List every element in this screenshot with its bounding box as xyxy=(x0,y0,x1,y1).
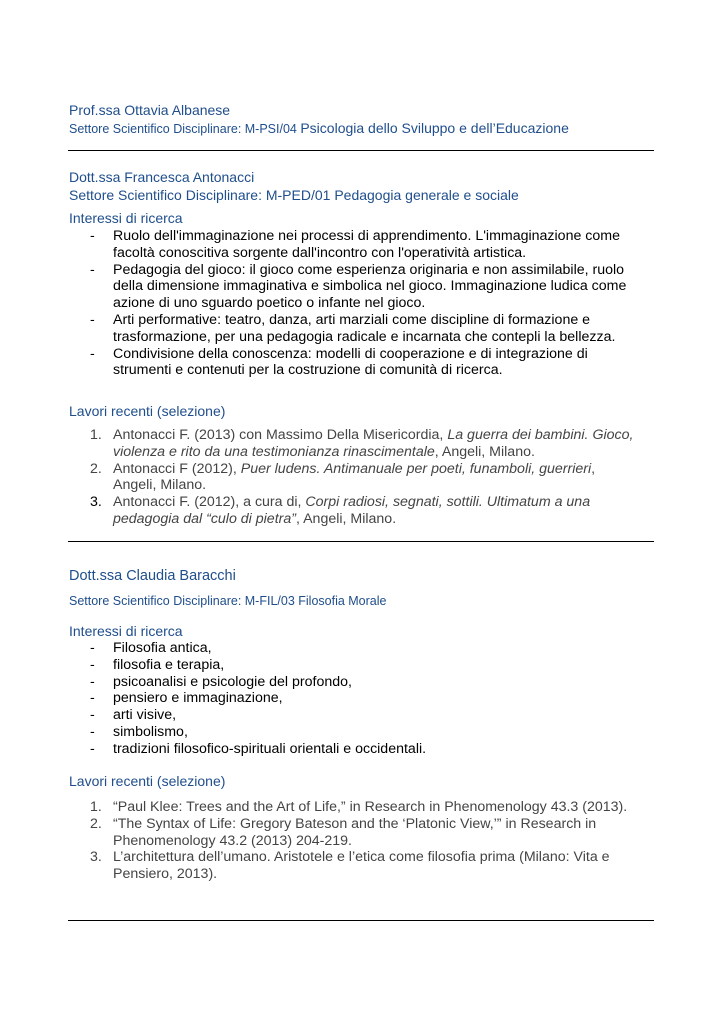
list-line: L’architettura dell’umano. Aristotele e l’etica come filosofia prima (Milano: Vita e xyxy=(113,849,610,866)
list-item xyxy=(69,674,659,691)
list-number: 2. xyxy=(90,460,102,477)
list-line: della dimensione immaginativa e simbolica nel gioco. Immaginazione ludica come xyxy=(113,278,627,295)
interests-title: Interessi di ricerca xyxy=(69,623,183,639)
list-line: facoltà conoscitiva sorgente dall'incontro con l'operatività artistica. xyxy=(113,244,527,261)
list-dash: - xyxy=(90,261,95,278)
work-text: Antonacci F. (2013) con Massimo Della Misericordia, xyxy=(113,427,448,443)
list-dash: - xyxy=(90,723,95,740)
list-line: Filosofia antica, xyxy=(113,640,212,656)
list-number: 1. xyxy=(90,799,102,815)
list-item xyxy=(69,461,659,495)
list-line: pensiero e immaginazione, xyxy=(113,690,283,707)
list-dash: - xyxy=(90,656,95,673)
work-title: La guerra dei bambini. Gioco, xyxy=(447,427,634,443)
list-dash: - xyxy=(90,345,95,362)
list-item xyxy=(69,640,659,657)
sector-antonacci: Settore Scientifico Disciplinare: M-PED/01 Pedagogia generale e sociale xyxy=(69,187,519,203)
list-line: filosofia e terapia, xyxy=(113,656,225,673)
sector-albanese xyxy=(69,120,569,138)
work-title: Corpi radiosi, segnati, sottili. Ultimatum a una xyxy=(305,494,591,511)
separator-line xyxy=(68,541,654,542)
list-number: 3. xyxy=(90,494,102,511)
work-title: pedagogia dal “culo di pietra” xyxy=(113,510,296,527)
list-line: psicoanalisi e psicologie del profondo, xyxy=(113,673,352,690)
list-line: Condivisione della conoscenza: modelli di cooperazione e di integrazione di xyxy=(113,345,588,362)
person-name-albanese: Prof.ssa Ottavia Albanese xyxy=(69,102,231,118)
sector-name: Psicologia dello Sviluppo e dell’Educazione xyxy=(300,120,569,136)
list-item xyxy=(69,799,659,816)
list-item xyxy=(69,494,659,528)
works-title: Lavori recenti (selezione) xyxy=(69,773,226,789)
work-text: Antonacci F. (2012), a cura di, xyxy=(113,494,306,511)
list-item xyxy=(69,262,659,312)
list-item xyxy=(69,228,659,262)
list-item xyxy=(69,707,659,724)
separator-line xyxy=(68,150,654,151)
works-title: Lavori recenti (selezione) xyxy=(69,403,226,419)
list-item xyxy=(69,346,659,380)
list-dash: - xyxy=(90,640,95,656)
list-dash: - xyxy=(90,228,95,244)
list-number: 2. xyxy=(90,815,102,832)
list-dash: - xyxy=(90,707,95,724)
list-line: arti visive, xyxy=(113,707,177,724)
work-text: , Angeli, Milano. xyxy=(434,443,535,460)
list-item xyxy=(69,741,659,758)
list-line: Phenomenology 43.2 (2013) 204-219. xyxy=(113,832,352,849)
list-item xyxy=(69,312,659,346)
list-item xyxy=(69,724,659,741)
person-name-baracchi: Dott.ssa Claudia Baracchi xyxy=(69,568,236,584)
list-number: 1. xyxy=(90,427,102,443)
work-title: Puer ludens. Antimanuale per poeti, funamboli, guerrieri xyxy=(240,460,592,477)
work-text: Angeli, Milano. xyxy=(113,477,207,494)
work-title: violenza e rito da una testimonianza rinascimentale xyxy=(113,443,435,460)
list-item xyxy=(69,816,659,850)
person-name-antonacci: Dott.ssa Francesca Antonacci xyxy=(69,169,255,185)
list-dash: - xyxy=(90,311,95,328)
works-list xyxy=(69,427,659,528)
work-text: , xyxy=(591,460,596,477)
list-item xyxy=(69,849,659,883)
works-list xyxy=(69,799,659,883)
work-text: Antonacci F (2012), xyxy=(113,460,241,477)
list-line: Pedagogia del gioco: il gioco come esperienza originaria e non assimilabile, ruolo xyxy=(113,261,625,278)
list-item xyxy=(69,690,659,707)
list-line: “Paul Klee: Trees and the Art of Life,” in Research in Phenomenology 43.3 (2013). xyxy=(113,799,628,815)
list-line: “The Syntax of Life: Gregory Bateson and the ‘Platonic View,’” in Research in xyxy=(113,815,597,832)
work-text: , Angeli, Milano. xyxy=(295,510,397,527)
list-line: Ruolo dell'immaginazione nei processi di apprendimento. L'immaginazione come xyxy=(113,228,620,244)
list-line: azione di uno sguardo poetico o infante nel gioco. xyxy=(113,295,426,312)
list-dash: - xyxy=(90,740,95,757)
list-line: trasformazione, per una pedagogia radicale e incarnata che contepli la bellezza. xyxy=(113,328,616,345)
list-item xyxy=(69,657,659,674)
separator-line xyxy=(68,920,654,921)
list-line: strumenti e contenuti per la costruzione di comunità di ricerca. xyxy=(113,362,503,379)
list-number: 3. xyxy=(90,849,102,866)
list-line: simbolismo, xyxy=(113,723,188,740)
interests-list xyxy=(69,228,659,379)
interests-title: Interessi di ricerca xyxy=(69,210,183,226)
sector-prefix: Settore Scientifico Disciplinare: M-PSI/04 xyxy=(69,122,301,136)
list-line: Arti performative: teatro, danza, arti marziali come discipline di formazione e xyxy=(113,311,591,328)
list-line: tradizioni filosofico-spirituali orientali e occidentali. xyxy=(113,740,427,757)
sector-baracchi: Settore Scientifico Disciplinare: M-FIL/03 Filosofia Morale xyxy=(69,594,387,608)
list-item xyxy=(69,427,659,461)
list-dash: - xyxy=(90,673,95,690)
list-dash: - xyxy=(90,690,95,707)
list-line: Pensiero, 2013). xyxy=(113,866,218,883)
interests-list xyxy=(69,640,659,758)
